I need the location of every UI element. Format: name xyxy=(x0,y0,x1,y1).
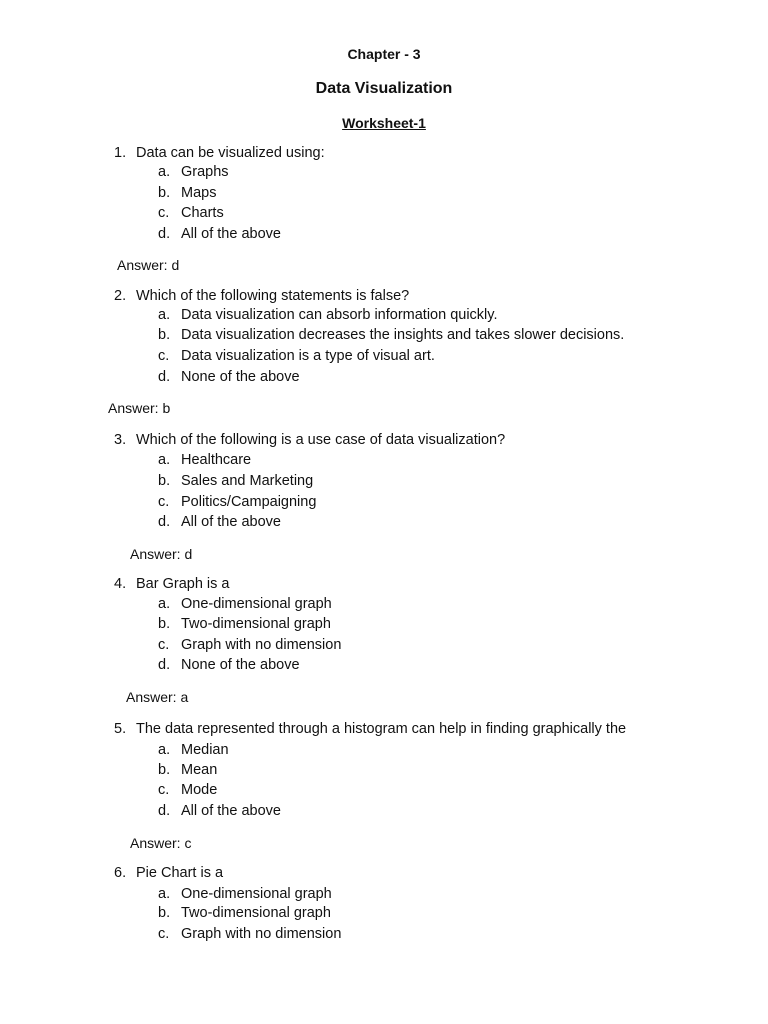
option-4a xyxy=(158,595,332,613)
question-text: Data can be visualized using: xyxy=(136,145,325,161)
option-3b xyxy=(158,472,313,490)
question-text: Pie Chart is a xyxy=(136,865,224,881)
option-text: One-dimensional graph xyxy=(181,886,332,902)
question-6 xyxy=(114,864,223,882)
question-text: The data represented through a histogram can help in finding graphically the xyxy=(136,721,627,737)
option-2b xyxy=(158,326,624,344)
question-4 xyxy=(114,575,230,593)
option-letter: b. xyxy=(158,473,171,489)
option-letter: c. xyxy=(158,348,170,364)
option-letter: d. xyxy=(158,514,171,530)
question-number: 5. xyxy=(114,721,127,737)
option-1a xyxy=(158,163,229,181)
option-letter: d. xyxy=(158,369,171,385)
option-2c xyxy=(158,347,435,365)
option-letter: a. xyxy=(158,742,171,758)
chapter-heading: Chapter - 3 xyxy=(347,46,421,62)
option-text: One-dimensional graph xyxy=(181,596,332,612)
option-text: Mode xyxy=(181,782,218,798)
answer-4: Answer: a xyxy=(126,689,189,705)
option-text: Charts xyxy=(181,205,224,221)
option-text: All of the above xyxy=(181,226,281,242)
option-letter: b. xyxy=(158,616,171,632)
option-letter: b. xyxy=(158,762,171,778)
option-letter: c. xyxy=(158,782,170,798)
option-text: Maps xyxy=(181,185,217,201)
answer-1: Answer: d xyxy=(117,257,180,273)
option-letter: a. xyxy=(158,307,171,323)
option-text: Data visualization is a type of visual art. xyxy=(181,348,435,364)
question-3 xyxy=(114,431,505,449)
option-text: Politics/Campaigning xyxy=(181,494,317,510)
option-letter: a. xyxy=(158,596,171,612)
option-letter: a. xyxy=(158,164,171,180)
option-letter: b. xyxy=(158,185,171,201)
option-text: Median xyxy=(181,742,229,758)
question-text: Bar Graph is a xyxy=(136,576,230,592)
question-2 xyxy=(114,287,409,305)
option-text: Graph with no dimension xyxy=(181,637,342,653)
option-letter: d. xyxy=(158,657,171,673)
option-text: All of the above xyxy=(181,514,281,530)
option-3a xyxy=(158,451,251,469)
option-text: Healthcare xyxy=(181,452,252,468)
question-text: Which of the following is a use case of data visualization? xyxy=(136,432,506,448)
option-text: Mean xyxy=(181,762,218,778)
option-5b xyxy=(158,761,217,779)
option-letter: b. xyxy=(158,905,171,921)
option-letter: d. xyxy=(158,803,171,819)
option-text: Two-dimensional graph xyxy=(181,616,331,632)
option-text: All of the above xyxy=(181,803,281,819)
question-number: 4. xyxy=(114,576,127,592)
option-text: Data visualization decreases the insights and takes slower decisions. xyxy=(181,327,625,343)
option-text: Graph with no dimension xyxy=(181,926,342,942)
option-letter: d. xyxy=(158,226,171,242)
option-2d xyxy=(158,368,300,386)
option-4c xyxy=(158,636,341,654)
option-text: Two-dimensional graph xyxy=(181,905,331,921)
answer-2: Answer: b xyxy=(108,400,171,416)
option-6c xyxy=(158,925,341,943)
option-2a xyxy=(158,306,497,324)
option-letter: c. xyxy=(158,637,170,653)
option-6b xyxy=(158,904,331,922)
option-1b xyxy=(158,184,216,202)
option-letter: c. xyxy=(158,494,170,510)
option-3d xyxy=(158,513,281,531)
question-number: 3. xyxy=(114,432,127,448)
question-number: 2. xyxy=(114,288,127,304)
worksheet-label: Worksheet-1 xyxy=(342,115,426,131)
question-5 xyxy=(114,720,626,738)
option-1c xyxy=(158,204,224,222)
option-letter: b. xyxy=(158,327,171,343)
option-5d xyxy=(158,802,281,820)
answer-5: Answer: c xyxy=(130,835,192,851)
option-4d xyxy=(158,656,300,674)
option-text: None of the above xyxy=(181,369,300,385)
option-letter: c. xyxy=(158,926,170,942)
option-text: Graphs xyxy=(181,164,229,180)
question-1 xyxy=(114,144,325,162)
option-letter: a. xyxy=(158,452,171,468)
answer-3: Answer: d xyxy=(130,546,193,562)
question-number: 1. xyxy=(114,145,127,161)
option-6a xyxy=(158,885,332,903)
option-1d xyxy=(158,225,281,243)
option-5c xyxy=(158,781,217,799)
option-text: None of the above xyxy=(181,657,300,673)
option-3c xyxy=(158,493,316,511)
option-text: Sales and Marketing xyxy=(181,473,314,489)
question-number: 6. xyxy=(114,865,127,881)
option-text: Data visualization can absorb information quickly. xyxy=(181,307,498,323)
option-5a xyxy=(158,741,229,759)
worksheet-heading xyxy=(0,115,768,131)
page-title: Data Visualization xyxy=(315,80,453,97)
question-text: Which of the following statements is false? xyxy=(136,288,410,304)
option-4b xyxy=(158,615,331,633)
option-letter: c. xyxy=(158,205,170,221)
option-letter: a. xyxy=(158,886,171,902)
